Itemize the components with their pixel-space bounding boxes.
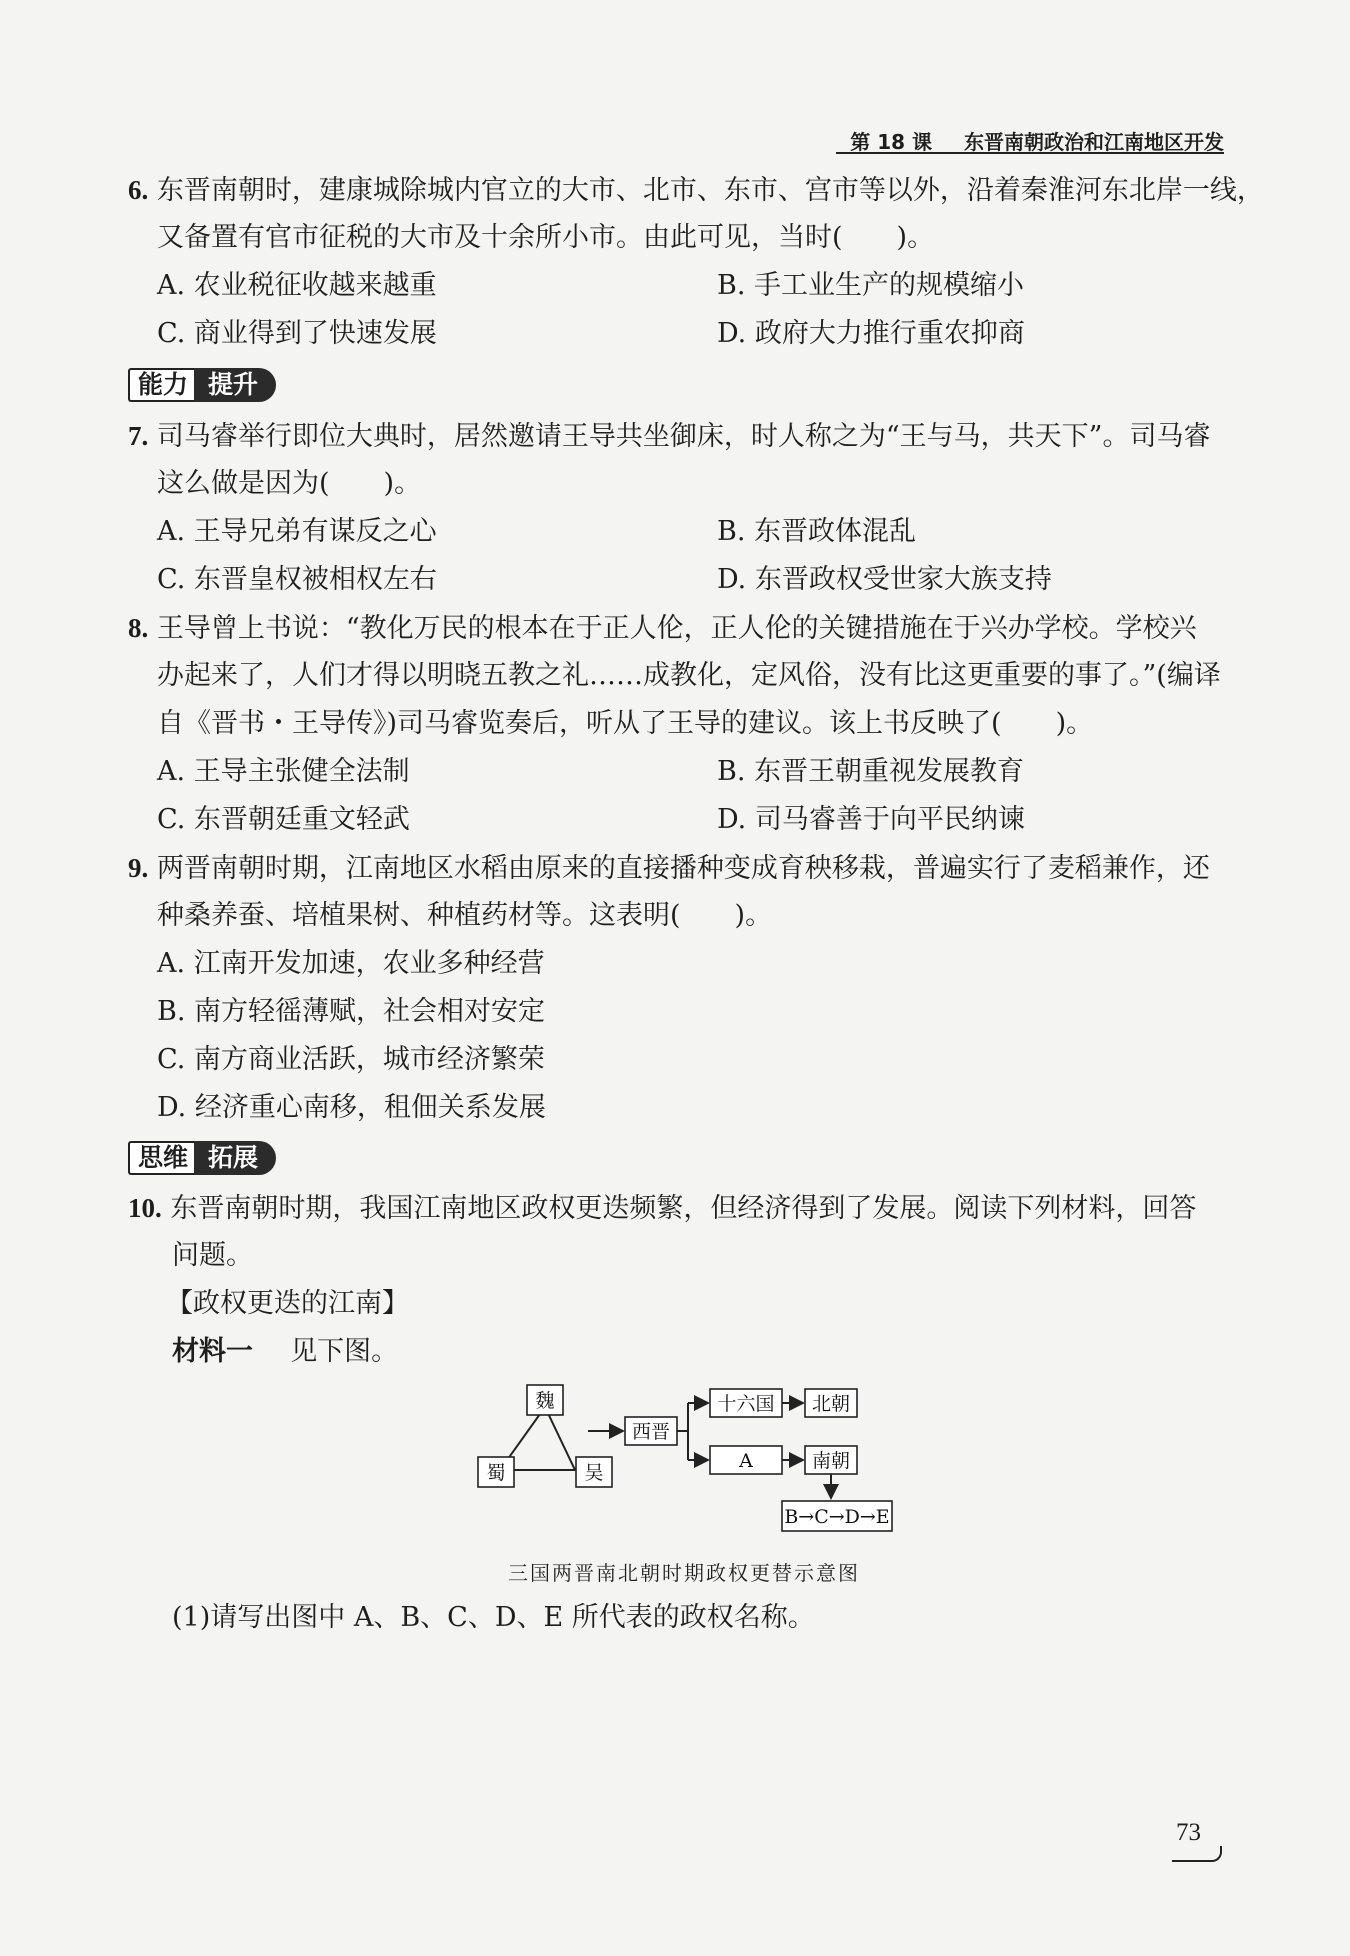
q6-option-b[interactable]: B. 手工业生产的规模缩小 <box>717 270 1025 301</box>
svg-text:西晋: 西晋 <box>631 1421 671 1443</box>
q10-material-line <box>172 1334 398 1370</box>
page-number: 73 <box>1176 1819 1201 1846</box>
q9-option-d[interactable]: D. 经济重心南移，租佃关系发展 <box>157 1092 546 1123</box>
svg-text:蜀: 蜀 <box>486 1462 506 1484</box>
box-shu <box>478 1457 514 1487</box>
q10-number: 10. <box>128 1193 162 1223</box>
q8-option-c[interactable]: C. 东晋朝廷重文轻武 <box>157 804 410 835</box>
q9-option-b[interactable]: B. 南方轻徭薄赋，社会相对安定 <box>157 996 546 1027</box>
q8-line-1: 8. 王导曾上书说：“教化万民的根本在于正人伦，正人伦的关键措施在于兴办学校。学校兴 <box>128 613 1197 644</box>
q7-line-1: 7. 司马睿举行即位大典时，居然邀请王导共坐御床，时人称之为“王与马，共天下”。司马睿 <box>128 421 1211 452</box>
q8-option-d[interactable]: D. 司马睿善于向平民纳谏 <box>717 804 1025 835</box>
q9-option-a[interactable]: A. 江南开发加速，农业多种经营 <box>157 948 545 979</box>
q6-option-d[interactable]: D. 政府大力推行重农抑商 <box>717 318 1025 349</box>
svg-text:A: A <box>739 1450 753 1472</box>
box-beichao <box>805 1389 857 1417</box>
box-shiliuguo <box>710 1389 782 1417</box>
banner-left-text: 思维 <box>128 1141 194 1175</box>
page-number-bracket <box>1172 1846 1222 1862</box>
q9-line-1: 9. 两晋南朝时期，江南地区水稻由原来的直接播种变成育秧移栽，普遍实行了麦稻兼作，还 <box>128 853 1210 884</box>
q9-option-c[interactable]: C. 南方商业活跃，城市经济繁荣 <box>157 1044 545 1075</box>
section-banner-ability <box>128 368 276 402</box>
q10-line-1: 10. 东晋南朝时期，我国江南地区政权更迭频繁，但经济得到了发展。阅读下列材料，回答 <box>128 1193 1197 1224</box>
banner-left-text: 能力 <box>128 368 194 402</box>
q7-option-d[interactable]: D. 东晋政权受世家大族支持 <box>717 564 1052 595</box>
q6-option-a[interactable]: A. 农业税征收越来越重 <box>157 270 437 301</box>
q6-line-1: 6. 东晋南朝时，建康城除城内官立的大市、北市、东市、宫市等以外，沿着秦淮河东北岸一线， <box>128 175 1264 206</box>
q10-line-2: 问题。 <box>172 1240 253 1271</box>
q7-option-a[interactable]: A. 王导兄弟有谋反之心 <box>157 516 437 547</box>
box-nanchao <box>805 1446 857 1474</box>
q9-number: 9. <box>128 853 149 883</box>
lesson-title: 东晋南朝政治和江南地区开发 <box>964 130 1224 154</box>
svg-text:北朝: 北朝 <box>811 1393 851 1415</box>
svg-text:魏: 魏 <box>535 1390 555 1412</box>
box-xijin <box>625 1417 677 1445</box>
box-chain <box>782 1501 892 1531</box>
q7-number: 7. <box>128 421 149 451</box>
q8-line-2: 办起来了，人们才得以明晓五教之礼……成教化，定风俗，没有比这更重要的事了。”(编译 <box>157 660 1221 691</box>
regime-change-diagram <box>470 1375 930 1550</box>
box-wu <box>576 1457 612 1487</box>
q10-topic: 【政权更迭的江南】 <box>166 1288 409 1319</box>
q9-line-2: 种桑养蚕、培植果树、种植药材等。这表明( )。 <box>157 900 773 931</box>
q6-option-c[interactable]: C. 商业得到了快速发展 <box>157 318 437 349</box>
q7-option-b[interactable]: B. 东晋政体混乱 <box>717 516 917 547</box>
lesson-number: 第 18 课 <box>850 130 933 154</box>
svg-text:吴: 吴 <box>584 1462 604 1484</box>
svg-text:南朝: 南朝 <box>811 1450 851 1472</box>
diagram-caption: 三国两晋南北朝时期政权更替示意图 <box>508 1561 860 1585</box>
banner-right-text: 提升 <box>194 368 276 402</box>
q7-option-c[interactable]: C. 东晋皇权被相权左右 <box>157 564 437 595</box>
q6-line-2: 又备置有官市征税的大市及十余所小市。由此可见，当时( )。 <box>157 222 935 253</box>
q10-subquestion-1: (1)请写出图中 A、B、C、D、E 所代表的政权名称。 <box>172 1602 815 1633</box>
section-banner-thinking <box>128 1141 276 1175</box>
box-a <box>710 1446 782 1474</box>
box-wei <box>527 1385 563 1415</box>
material-text: 见下图。 <box>290 1336 399 1367</box>
q8-number: 8. <box>128 613 149 643</box>
q8-option-a[interactable]: A. 王导主张健全法制 <box>157 756 410 787</box>
q8-option-b[interactable]: B. 东晋王朝重视发展教育 <box>717 756 1025 787</box>
q6-number: 6. <box>128 175 149 205</box>
q8-line-3: 自《晋书・王导传》)司马睿览奏后，听从了王导的建议。该上书反映了( )。 <box>157 708 1094 739</box>
running-header <box>836 126 1224 154</box>
q7-line-2: 这么做是因为( )。 <box>157 468 422 499</box>
svg-text:B→C→D→E: B→C→D→E <box>784 1506 890 1528</box>
material-label: 材料一 <box>172 1336 253 1367</box>
svg-text:十六国: 十六国 <box>717 1393 775 1415</box>
banner-right-text: 拓展 <box>194 1141 276 1175</box>
